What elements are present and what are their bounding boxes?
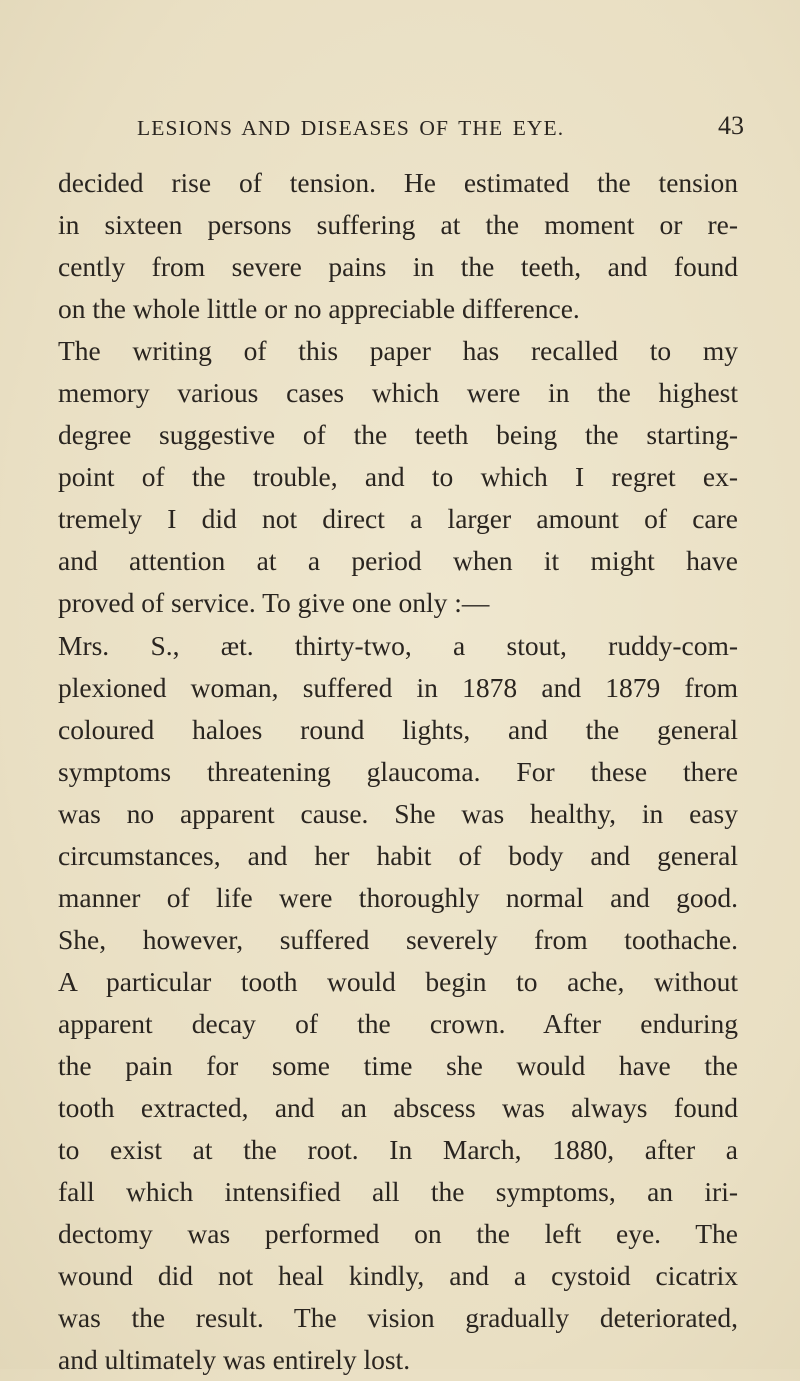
text-line: and attention at a period when it might have (58, 545, 738, 577)
text-line: Mrs. S., æt. thirty-two, a stout, ruddy-com- (58, 629, 738, 661)
text-line: fall which intensified all the symptoms, an iri- (58, 1176, 738, 1208)
text-line: on the whole little or no appreciable difference. (58, 293, 580, 325)
text-line: the pain for some time she would have the (58, 1049, 738, 1081)
text-line: dectomy was performed on the left eye. The (58, 1218, 738, 1250)
text-line: tremely I did not direct a larger amount of care (58, 503, 738, 535)
text-line: in sixteen persons suffering at the moment or re- (58, 209, 738, 241)
text-line: symptoms threatening glaucoma. For these there (58, 755, 738, 787)
text-line: point of the trouble, and to which I regret ex- (58, 461, 738, 493)
text-line: decided rise of tension. He estimated the tension (58, 167, 738, 198)
text-line: tooth extracted, and an abscess was always found (58, 1092, 738, 1124)
running-title: LESIONS AND DISEASES OF THE EYE. (137, 116, 565, 140)
text-line: to exist at the root. In March, 1880, after a (58, 1134, 738, 1166)
text-line: was the result. The vision gradually deteriorated, (58, 1302, 738, 1334)
body-text (58, 162, 738, 1381)
text-line: and ultimately was entirely lost. (58, 1344, 411, 1376)
text-line: wound did not heal kindly, and a cystoid cicatrix (58, 1260, 738, 1292)
text-line: degree suggestive of the teeth being the starting- (58, 419, 738, 451)
text-line: coloured haloes round lights, and the general (58, 713, 738, 745)
text-line: circumstances, and her habit of body and general (58, 839, 738, 871)
text-line: A particular tooth would begin to ache, without (58, 965, 738, 997)
text-line: cently from severe pains in the teeth, and found (58, 251, 738, 283)
text-line: plexioned woman, suffered in 1878 and 1879 from (58, 671, 738, 703)
text-line: manner of life were thoroughly normal and good. (58, 881, 738, 913)
text-line: proved of service. To give one only :— (58, 587, 490, 619)
running-head (0, 111, 800, 146)
text-line: was no apparent cause. She was healthy, in easy (58, 797, 738, 829)
text-line: apparent decay of the crown. After enduring (58, 1007, 738, 1039)
text-line: The writing of this paper has recalled to my (58, 335, 738, 367)
page-number: 43 (718, 111, 744, 140)
text-line: She, however, suffered severely from toothache. (58, 923, 738, 955)
text-line: memory various cases which were in the highest (58, 377, 738, 409)
